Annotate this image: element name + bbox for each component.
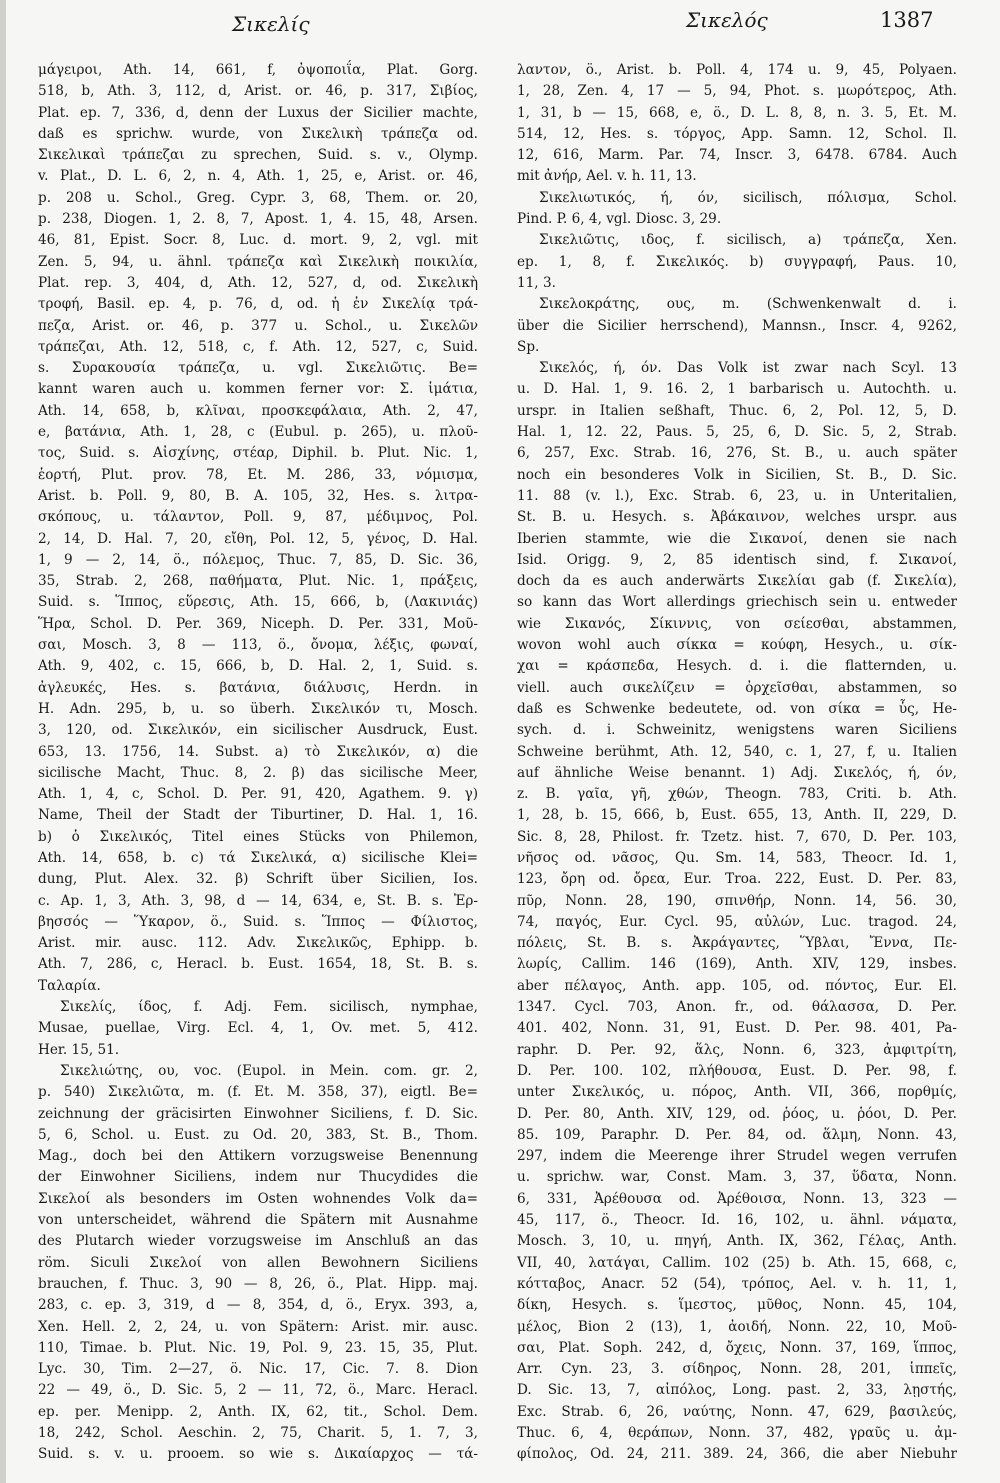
text-line: Pind. P. 6, 4, vgl. Diosc. 3, 29.	[517, 211, 722, 228]
text-line: Isid. Origg. 9, 2, 85 identisch sind, f. Σικανοί,	[517, 551, 957, 568]
text-line: unter Σικελικός, u. πόρος, Anth. VII, 366, πορθμίς,	[517, 1084, 957, 1101]
text-line: 401. 402, Nonn. 31, 91, Eust. D. Per. 98. 401, Pa-	[517, 1020, 957, 1037]
text-line: D. Per. 100. 102, πλήθουσα, Eust. D. Per. 98, f.	[517, 1062, 957, 1079]
text-line: H. Adn. 295, b, u. so überh. Σικελικόν τι, Mosch.	[38, 700, 478, 717]
text-line: Ταλαρία.	[38, 977, 101, 994]
text-line: 18, 242, Schol. Aeschin. 2, 75, Charit. 5, 1. 7, 3,	[38, 1425, 478, 1441]
text-line: 11, 3.	[517, 274, 556, 291]
text-line: Ath. 14, 658, b, κλῖναι, προσκεφάλαια, Ath. 2, 47,	[38, 402, 478, 419]
text-line: s. Συρακουσία τράπεζα, u. vgl. Σικελιῶτις. Be=	[38, 360, 478, 377]
text-line: Σικελίς, ίδος, f. Adj. Fem. sicilisch, nymphae,	[60, 999, 478, 1016]
text-line: Zen. 5, 94, u. ähnl. τράπεζα καὶ Σικελικὴ ποικιλία,	[38, 253, 478, 270]
text-line: 3, 120, od. Σικελικόν, ein sicilischer Ausdruck, Eust.	[38, 722, 478, 739]
text-line: μέλος, Bion 2 (13), 1, ἀοιδή, Nonn. 22, 10, Μοῦ-	[517, 1318, 957, 1335]
text-line: 283, c. ep. 3, 319, d — 8, 354, d, ö., Eryx. 393, a,	[38, 1297, 478, 1314]
text-line: Suid. s. Ἵππος, εὕρεσις, Ath. 15, 666, b, (Λακινιάς)	[38, 594, 478, 611]
text-line: Name, Theil der Stadt der Tiburtiner, D. Hal. 1, 16.	[38, 807, 478, 824]
text-line: Σικελιωτικός, ή, όν, sicilisch, πόλισμα, Schol.	[539, 189, 957, 206]
text-line: daß es Schwenke bedeutete, od. von σίκα = ὗς, He-	[517, 700, 957, 717]
text-line: 653, 13. 1756, 14. Subst. a) τὸ Σικελικόν, α) die	[38, 743, 478, 760]
text-line: 110, Timae. b. Plut. Nic. 19, Pol. 9, 23. 15, 35, Plut.	[38, 1339, 478, 1356]
text-line: viell. auch σικελίζειν = ὀρχεῖσθαι, abstammen, so	[517, 679, 957, 696]
text-line: ep. per. Menipp. 2, Anth. IX, 62, tit., Schol. Dem.	[38, 1403, 478, 1420]
text-line: p. 208 u. Schol., Greg. Cypr. 3, 68, Them. or. 20,	[38, 189, 478, 206]
text-line: Her. 15, 51.	[38, 1041, 120, 1058]
text-line: 35, Strab. 2, 268, παθήματα, Plut. Nic. 1, πράξεις,	[38, 573, 478, 590]
text-line: 518, b, Ath. 3, 112, d, Arist. or. 46, p. 317, Σιβίος,	[38, 83, 478, 100]
text-line: Mag., doch bei den Attikern vorzugsweise Benennung	[38, 1148, 478, 1165]
text-line: Ath. 1, 4, c, Schol. D. Per. 91, 420, Agathem. 9. γ)	[38, 786, 478, 803]
text-line: Σικελοί als besonders im Osten wohnendes Volk da=	[38, 1190, 478, 1207]
text-line: Arist. b. Poll. 9, 80, B. A. 105, 32, Hes. s. λιτρα-	[38, 487, 478, 504]
text-line: Sp.	[517, 338, 540, 355]
page-binding-edge	[0, 0, 6, 1483]
text-line: 11. 88 (v. l.), Exc. Strab. 6, 23, u. in Unteritalien,	[517, 487, 957, 504]
text-line: D. Sic. 13, 7, αἰπόλος, Long. past. 2, 33, λῃστής,	[517, 1382, 957, 1399]
text-line: 12, 616, Marm. Par. 74, Inscr. 3, 6478. 6784. Auch	[517, 147, 957, 164]
text-line: κότταβος, Anacr. 52 (54), τρόπος, Ael. v. h. 11, 1,	[517, 1275, 957, 1292]
text-line: 5, 6, Schol. u. Eust. zu Od. 20, 383, St. B., Thom.	[38, 1126, 478, 1143]
text-line: Σικελοκράτης, ους, m. (Schwenkenwalt d. i.	[539, 296, 957, 313]
text-line: doch da es auch anderwärts Σικελίαι gab (f. Σικελία),	[517, 573, 957, 590]
text-line: σαι, Plat. Soph. 242, d, ὄχεις, Nonn. 37, 169, ἵππος,	[517, 1339, 957, 1356]
text-line: u. D. Hal. 1, 9. 16. 2, 1 barbarisch u. Autochth. u.	[517, 381, 957, 398]
text-line: von unterscheidet, während die Spätern mit Ausnahme	[38, 1212, 478, 1229]
text-line: Σικελιώτης, ου, voc. (Eupol. in Mein. com. gr. 2,	[60, 1062, 478, 1079]
text-line: 297, indem die Meerenge ihrer Strudel wegen verrufen	[517, 1148, 957, 1165]
text-line: φίπολος, Od. 24, 211. 389. 24, 366, die aber Niebuhr	[517, 1446, 957, 1463]
text-line: b) ὁ Σικελικός, Titel eines Stücks von Philemon,	[38, 828, 478, 845]
text-line: πόλεις, St. B. s. Ἀκράγαντες, Ὕβλαι, Ἔννα, Πε-	[517, 935, 957, 952]
text-line: πεζα, Arist. or. 46, p. 377 u. Schol., u. Σικελῶν	[38, 317, 478, 334]
text-line: dung, Plut. Alex. 32. β) Schrift über Sicilien, Ios.	[38, 871, 478, 888]
text-line: sych. d. i. Schweinitz, wenigstens waren Siciliens	[517, 722, 957, 739]
text-line: Iberien stammte, wie die Σικανοί, denen sie nach	[517, 530, 957, 547]
text-line: ἀγλευκές, Hes. s. βατάνια, διάλυσις, Herdn. in	[38, 679, 478, 696]
text-line: σκόπους, u. τάλαντον, Poll. 9, 87, μέδιμνος, Pol.	[38, 509, 478, 526]
text-line: wovon wohl auch σίκκα = κούφη, Hesych., u. σίκ-	[517, 637, 957, 654]
text-line: kannt waren auch u. kommen ferner vor: Σ. ἱμάτια,	[38, 381, 478, 398]
text-line: 74, παγός, Eur. Cycl. 95, αὐλών, Luc. tragod. 24,	[517, 913, 957, 930]
text-line: daß es sprichw. wurde, von Σικελικὴ τράπεζα od.	[38, 125, 478, 142]
text-line: ep. 1, 8, f. Σικελικός. b) συγγραφή, Paus. 10,	[517, 253, 957, 270]
text-line: Ath. 14, 658, b. c) τά Σικελικά, α) sicilische Klei=	[38, 849, 478, 866]
text-line: u. sprichw. war, Const. Mam. 3, 37, ὕδατα, Nonn.	[517, 1169, 957, 1186]
text-line: p. 540) Σικελιῶτα, m. (f. Et. M. 358, 37), eigtl. Be=	[38, 1084, 478, 1101]
text-line: 123, ὄρη od. ὄρεα, Eur. Troa. 222, Eust. D. Per. 83,	[517, 871, 957, 888]
text-line: 1347. Cycl. 703, Anon. fr., od. θάλασσα, D. Per.	[517, 999, 957, 1016]
text-line: Σικελός, ή, όν. Das Volk ist zwar nach Scyl. 13	[539, 360, 957, 377]
text-line: St. B. u. Hesych. s. Ἀβάκαινον, welches urspr. aus	[517, 509, 957, 526]
left-column	[38, 60, 478, 1466]
text-line: noch ein besonderes Volk in Sicilien, St. B., D. Sic.	[517, 466, 957, 483]
text-line: über die Sicilier herrschend), Mannsn., Inscr. 4, 9262,	[517, 317, 957, 334]
text-line: urspr. in Italien seßhaft, Thuc. 6, 2, Pol. 12, 5, D.	[517, 402, 957, 419]
right-column	[517, 60, 957, 1466]
text-line: auf ähnliche Weise benannt. 1) Adj. Σικελός, ή, όν,	[517, 764, 957, 781]
text-line: 45, 117, ö., Theocr. Id. 16, 102, u. ähnl. νάματα,	[517, 1212, 957, 1229]
text-line: λωρίς, Callim. 146 (169), Anth. XIV, 129, insbes.	[517, 956, 957, 973]
text-line: πῦρ, Nonn. 28, 190, σπινθήρ, Nonn. 14, 56. 30,	[517, 892, 957, 909]
text-line: 22 — 49, ö., D. Sic. 5, 2 — 11, 72, ö., Marc. Heracl.	[38, 1382, 478, 1399]
text-line: 1, 9 — 2, 14, ö., πόλεμος, Thuc. 7, 85, D. Sic. 36,	[38, 551, 478, 568]
running-head-left: Σικελίς	[232, 12, 310, 36]
text-line: VII, 40, λατάγαι, Callim. 102 (25) b. Ath. 15, 668, c,	[517, 1254, 957, 1271]
text-line: Ath. 7, 286, c, Heracl. b. Eust. 1654, 18, St. B. s.	[38, 956, 478, 973]
text-line: νῆσος od. νᾶσος, Qu. Sm. 14, 583, Theocr. Id. 1,	[517, 849, 957, 866]
text-line: p. 238, Diogen. 1, 2. 8, 7, Apost. 1, 4. 15, 48, Arsen.	[38, 211, 478, 228]
text-line: 2, 14, D. Hal. 7, 20, εἴθη, Pol. 12, 5, γένος, D. Hal.	[38, 530, 478, 547]
text-line: Suid. s. v. u. prooem. so wie s. Δικαίαρχος — τά-	[38, 1446, 478, 1463]
text-line: Plat. ep. 7, 336, d, denn der Luxus der Sicilier machte,	[38, 104, 478, 121]
text-line: τροφή, Basil. ep. 4, p. 76, d, od. ἡ ἐν Σικελίᾳ τρά-	[38, 296, 478, 313]
text-line: Exc. Strab. 6, 26, ναύτης, Nonn. 47, 629, βασιλεύς,	[517, 1403, 957, 1420]
text-line: aber πέλαγος, Anth. app. 105, od. πόντος, Eur. El.	[517, 977, 957, 994]
text-line: τράπεζαι, Ath. 12, 518, c, f. Ath. 12, 527, c, Suid.	[38, 338, 478, 355]
text-line: 514, 12, Hes. s. τόργος, App. Samn. 12, Schol. Il.	[517, 125, 957, 142]
text-line: ἑορτή, Plut. prov. 78, Et. M. 286, 33, νόμισμα,	[38, 466, 478, 483]
text-line: Arr. Cyn. 23, 3. σίδηρος, Nonn. 28, 201, ἱππεῖς,	[517, 1361, 957, 1378]
text-line: Sic. 8, 28, Philost. fr. Tzetz. hist. 7, 670, D. Per. 103,	[517, 828, 957, 845]
text-line: χαι = κράσπεδα, Hesych. d. i. die flatternden, u.	[517, 658, 957, 675]
text-line: v. Plat., D. L. 6, 2, n. 4, Ath. 1, 25, e, Arist. or. 46,	[38, 168, 478, 185]
text-line: 1, 28, Zen. 4, 17 — 5, 94, Phot. s. μωρότερος, Ath.	[517, 83, 957, 100]
text-line: Arist. mir. ausc. 112. Adv. Σικελικῶς, Ephipp. b.	[38, 935, 478, 952]
text-line: λαντον, ö., Arist. b. Poll. 4, 174 u. 9, 45, Polyaen.	[517, 62, 957, 78]
text-line: σαι, Mosch. 3, 8 — 113, ö., ὄνομα, λέξις, φωναί,	[38, 637, 478, 654]
text-line: Xen. Hell. 2, 2, 24, u. von Spätern: Arist. mir. ausc.	[38, 1318, 478, 1335]
text-line: τος, Suid. s. Αἰσχίνης, στέαρ, Diphil. b. Plut. Nic. 1,	[38, 445, 478, 462]
text-line: z. B. γαῖα, γῆ, χθών, Theogn. 783, Criti. b. Ath.	[517, 786, 957, 803]
text-line: röm. Siculi Σικελοί von allen Bewohnern Siciliens	[38, 1254, 478, 1271]
text-line: wie Σικανός, Σίκιννις, von σείεσθαι, abstammen,	[517, 615, 957, 632]
text-line: e, βατάνια, Ath. 1, 28, c (Eubul. p. 265), u. πλοῦ-	[38, 424, 478, 441]
text-line: 1, 28, b. 15, 666, b, Eust. 655, 13, Anth. II, 229, D.	[517, 807, 957, 824]
text-line: des Plutarch wieder vorzugsweise im Anschluß an das	[38, 1233, 478, 1250]
text-line: Hal. 1, 12. 22, Paus. 5, 25, 6, D. Sic. 5, 2, Strab.	[517, 424, 957, 441]
text-line: Plat. rep. 3, 404, d, Ath. 12, 527, d, od. Σικελικὴ	[38, 274, 478, 291]
text-line: δίκη, Hesych. s. ἵμεστος, μῦθος, Nonn. 45, 104,	[517, 1297, 957, 1314]
text-line: Thuc. 6, 4, θεράπων, Nonn. 37, 482, γραῦς u. ἀμ-	[517, 1425, 957, 1441]
text-line: 1, 31, b — 15, 668, e, ö., D. L. 8, 8, n. 3. 5, Et. M.	[517, 104, 957, 121]
text-line: Σικελικαὶ τράπεζαι zu sprechen, Suid. s. v., Olymp.	[38, 147, 478, 164]
text-line: D. Per. 80, Anth. XIV, 129, od. ῥόος, u. ῥόοι, D. Per.	[517, 1105, 957, 1122]
text-line: der Einwohner Siciliens, indem nur Thucydides die	[38, 1169, 478, 1186]
text-line: Mosch. 3, 10, u. πηγή, Anth. IX, 362, Γέλας, Anth.	[517, 1233, 957, 1250]
text-line: Ath. 9, 402, c. 15, 666, b, D. Hal. 2, 1, Suid. s.	[38, 658, 478, 675]
page-number: 1387	[880, 8, 934, 32]
text-line: brauchen, f. Thuc. 3, 90 — 8, 26, ö., Plat. Hipp. maj.	[38, 1275, 478, 1292]
text-line: so kann das Wort allerdings griechisch sein u. entweder	[517, 594, 957, 611]
text-line: mit ἀνήρ, Ael. v. h. 11, 13.	[517, 168, 697, 185]
text-line: zeichnung der gräcisirten Einwohner Siciliens, f. D. Sic.	[38, 1105, 478, 1122]
text-line: 6, 331, Ἀρέθουσα od. Ἀρέθοισα, Nonn. 13, 323 —	[517, 1190, 957, 1207]
text-line: Schweine berühmt, Ath. 12, 540, c. 1, 27, f, u. Italien	[517, 743, 957, 760]
text-line: Σικελιῶτις, ιδος, f. sicilisch, a) τράπεζα, Xen.	[539, 232, 957, 249]
text-line: sicilische Macht, Thuc. 8, 2. β) das sicilische Meer,	[38, 764, 478, 781]
text-line: βησσός — Ὕκαρον, ö., Suid. s. Ἵππος — Φίλιστος,	[38, 913, 478, 930]
running-head-right: Σικελός	[686, 8, 768, 32]
text-line: raphr. D. Per. 92, ἅλς, Nonn. 6, 323, ἀμφιτρίτη,	[517, 1041, 957, 1058]
text-line: 85. 109, Paraphr. D. Per. 84, od. ἅλμη, Nonn. 43,	[517, 1126, 957, 1143]
text-line: 6, 257, Exc. Strab. 16, 276, St. B., u. auch später	[517, 445, 957, 462]
text-line: c. Ap. 1, 3, Ath. 3, 98, d — 14, 634, e, St. B. s. Ἐρ-	[38, 892, 478, 909]
text-line: Lyc. 30, Tim. 2—27, ö. Nic. 17, Cic. 7. 8. Dion	[38, 1361, 478, 1378]
text-line: 46, 81, Epist. Socr. 8, Luc. d. mort. 9, 2, vgl. mit	[38, 232, 478, 249]
text-line: Musae, puellae, Virg. Ecl. 4, 1, Ov. met. 5, 412.	[38, 1020, 478, 1037]
text-line: μάγειροι, Ath. 14, 661, f, ὀψοποιΐα, Plat. Gorg.	[38, 62, 478, 78]
text-line: Ἥρα, Schol. D. Per. 369, Niceph. D. Per. 331, Μοῦ-	[38, 615, 478, 632]
